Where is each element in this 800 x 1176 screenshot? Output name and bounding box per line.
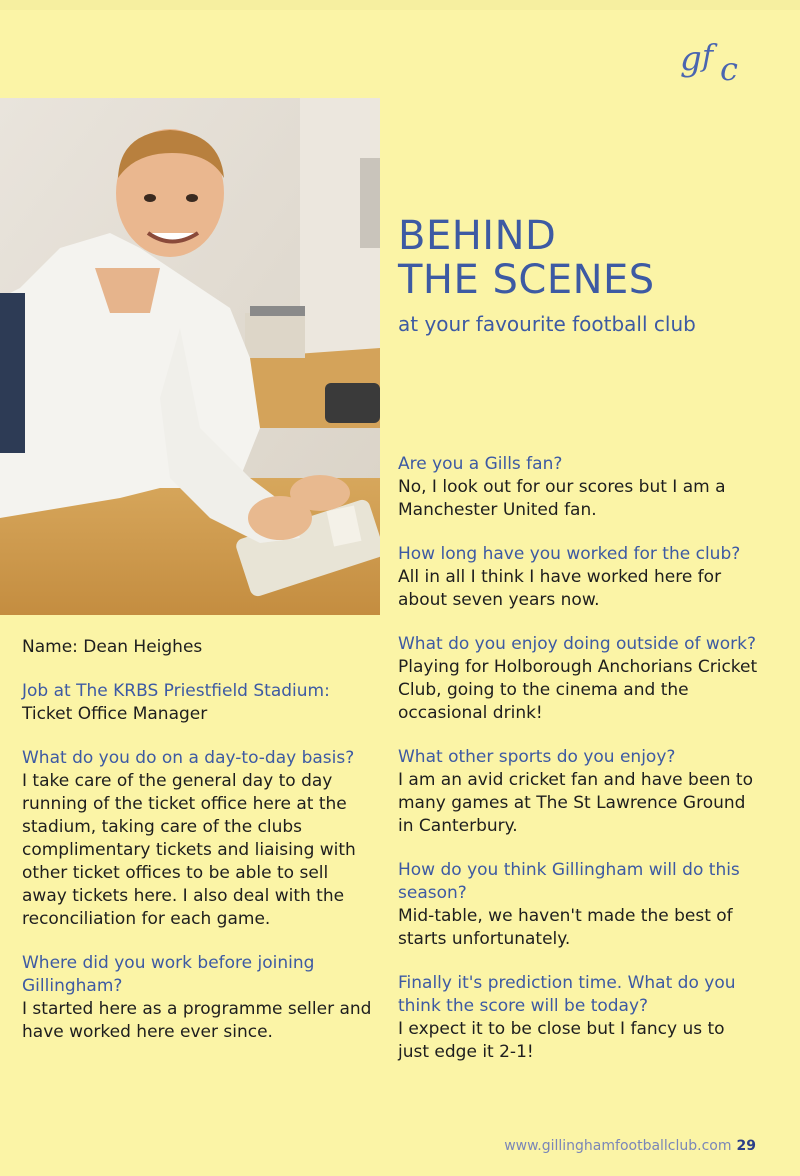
name-block bbox=[22, 636, 378, 659]
title-line-2: THE SCENES bbox=[398, 257, 655, 303]
qa-block bbox=[398, 746, 758, 838]
job-question: Job at The KRBS Priestfield Stadium: bbox=[22, 681, 330, 701]
page-title bbox=[398, 214, 788, 302]
question: Where did you work before joining Gillingham? bbox=[22, 953, 315, 996]
answer: I expect it to be close but I fancy us to just edge it 2-1! bbox=[398, 1019, 725, 1062]
website-url: www.gillinghamfootballclub.com bbox=[504, 1138, 732, 1154]
question: How do you think Gillingham will do this season? bbox=[398, 860, 740, 903]
question: What do you do on a day-to-day basis? bbox=[22, 748, 355, 768]
question: What other sports do you enjoy? bbox=[398, 747, 676, 767]
answer: I started here as a programme seller and have worked here ever since. bbox=[22, 999, 372, 1042]
page-subtitle: at your favourite football club bbox=[398, 312, 696, 336]
right-column bbox=[398, 453, 758, 1085]
answer: I take care of the general day to day running of the ticket office here at the stadium, taking care of the clubs complimentary tickets and liaising with other ticket offices to be able to sell away tickets here. I also deal with the reconciliation for each game. bbox=[22, 771, 356, 929]
qa-block bbox=[398, 633, 758, 725]
qa-block bbox=[22, 747, 378, 931]
question: How long have you worked for the club? bbox=[398, 544, 741, 564]
title-line-1: BEHIND bbox=[398, 213, 557, 259]
answer: Playing for Holborough Anchorians Cricket Club, going to the cinema and the occasional drink! bbox=[398, 657, 758, 723]
svg-text:f: f bbox=[702, 39, 714, 74]
qa-block bbox=[398, 859, 758, 951]
gfc-logo bbox=[676, 36, 756, 88]
left-column bbox=[22, 636, 378, 1065]
qa-block bbox=[22, 952, 378, 1044]
qa-block bbox=[398, 543, 758, 612]
svg-text:c: c bbox=[720, 50, 738, 88]
page-footer bbox=[504, 1138, 756, 1154]
question: Finally it's prediction time. What do you think the score will be today? bbox=[398, 973, 736, 1016]
staff-name: Name: Dean Heighes bbox=[22, 637, 203, 657]
page-number: 29 bbox=[736, 1138, 756, 1154]
question: Are you a Gills fan? bbox=[398, 454, 563, 474]
page-top-edge bbox=[0, 0, 800, 10]
staff-portrait-photo bbox=[0, 98, 380, 615]
answer: No, I look out for our scores but I am a Manchester United fan. bbox=[398, 477, 726, 520]
answer: Mid-table, we haven't made the best of starts unfortunately. bbox=[398, 906, 733, 949]
answer: I am an avid cricket fan and have been to many games at The St Lawrence Ground in Canterbury. bbox=[398, 770, 753, 836]
answer: All in all I think I have worked here for about seven years now. bbox=[398, 567, 722, 610]
qa-block bbox=[398, 972, 758, 1064]
question: What do you enjoy doing outside of work? bbox=[398, 634, 757, 654]
job-block bbox=[22, 680, 378, 726]
svg-text:g: g bbox=[680, 39, 702, 79]
qa-block bbox=[398, 453, 758, 522]
job-answer: Ticket Office Manager bbox=[22, 704, 208, 724]
